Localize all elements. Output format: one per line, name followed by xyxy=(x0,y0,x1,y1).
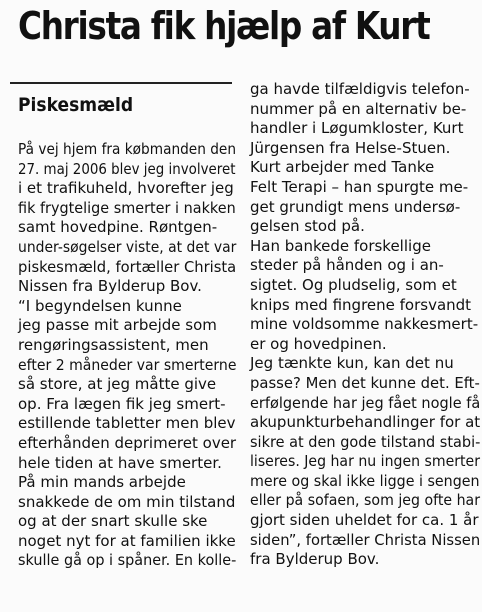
text-line: efterhånden deprimeret over xyxy=(18,433,237,452)
text-line: sigtet. Og pludselig, som et xyxy=(250,275,457,294)
text-line: eller på sofaen, som jeg ofte har xyxy=(250,491,481,510)
text-line: under-søgelser viste, at det var xyxy=(18,237,237,256)
text-line: fra Bylderup Bov. xyxy=(250,550,380,569)
article-column-left xyxy=(18,140,236,571)
text-line: Han bankede forskellige xyxy=(250,236,431,255)
text-line: ga havde tilfældigvis telefon- xyxy=(250,80,470,98)
text-line: er og hovedpinen. xyxy=(250,334,387,353)
text-line: snakkede de om min tilstand xyxy=(18,492,236,511)
text-line: Kurt arbejder med Tanke xyxy=(250,158,435,177)
text-line: På vej hjem fra købmanden den xyxy=(18,140,237,158)
text-line: sikre at den gode tilstand stabi- xyxy=(250,432,481,451)
text-line: så store, at jeg måtte give xyxy=(18,375,217,394)
text-line: Felt Terapi – han spurgte me- xyxy=(250,177,469,196)
text-line: steder på hånden og i an- xyxy=(250,256,444,275)
text-line: og at der snart skulle ske xyxy=(18,512,208,531)
text-line: liseres. Jeg har nu ingen smerter xyxy=(250,452,481,471)
article-column-right xyxy=(250,80,480,570)
headline: Christa fik hjælp af Kurt xyxy=(18,4,430,48)
paragraph-3 xyxy=(18,473,236,571)
text-line: rengøringsassistent, men xyxy=(18,335,209,354)
text-line: nummer på en alternativ be- xyxy=(250,99,467,118)
subheading: Piskesmæld xyxy=(18,94,134,116)
text-line: op. Fra lægen fik jeg smert- xyxy=(18,394,226,413)
text-line: handler i Løgumkloster, Kurt xyxy=(250,119,464,138)
paragraph-2 xyxy=(18,297,236,473)
text-line: erfølgende har jeg fået nogle få xyxy=(250,393,481,412)
text-line: piskesmæld, fortæller Christa xyxy=(18,257,237,276)
text-line: gelsen stod på. xyxy=(250,217,365,236)
text-line: efter 2 måneder var smerterne xyxy=(18,355,237,374)
text-line: “I begyndelsen kunne xyxy=(18,296,182,315)
text-line: Jürgensen fra Helse-Stuen. xyxy=(250,138,451,157)
text-line: Nissen fra Bylderup Bov. xyxy=(18,277,202,296)
paragraph-6 xyxy=(250,237,480,355)
text-line: Jeg tænkte kun, kan det nu xyxy=(250,354,454,373)
paragraph-4 xyxy=(250,80,480,158)
text-line: gjort siden uheldet for ca. 1 år xyxy=(250,511,479,530)
text-line: estillende tabletter men blev xyxy=(18,414,236,433)
text-line: skulle gå op i spåner. En kolle- xyxy=(18,551,237,570)
text-line: hele tiden at have smerter. xyxy=(18,453,222,472)
text-line: knips med fingrene forsvandt xyxy=(250,295,472,314)
text-line: jeg passe mit arbejde som xyxy=(18,316,217,335)
text-line: fik frygtelige smerter i nakken xyxy=(18,198,236,217)
text-line: På min mands arbejde xyxy=(18,473,186,492)
text-line: passe? Men det kunne det. Eft- xyxy=(250,373,480,392)
text-line: akupunkturbehandlinger for at xyxy=(250,413,481,432)
paragraph-1 xyxy=(18,140,236,297)
text-line: get grundigt mens undersø- xyxy=(250,197,461,216)
text-line: noget nyt for at familien ikke xyxy=(18,531,236,550)
text-line: 27. maj 2006 blev jeg involveret xyxy=(18,159,236,178)
text-line: mine voldsomme nakkesmert- xyxy=(250,315,479,334)
text-line: i et trafikuheld, hvorefter jeg xyxy=(18,179,234,198)
paragraph-7 xyxy=(250,354,480,570)
text-line: siden”, fortæller Christa Nissen xyxy=(250,530,481,549)
section-rule xyxy=(10,82,232,84)
text-line: samt hovedpine. Røntgen- xyxy=(18,218,218,237)
text-line: mere og skal ikke ligge i sengen xyxy=(250,471,480,490)
paragraph-5 xyxy=(250,158,480,236)
